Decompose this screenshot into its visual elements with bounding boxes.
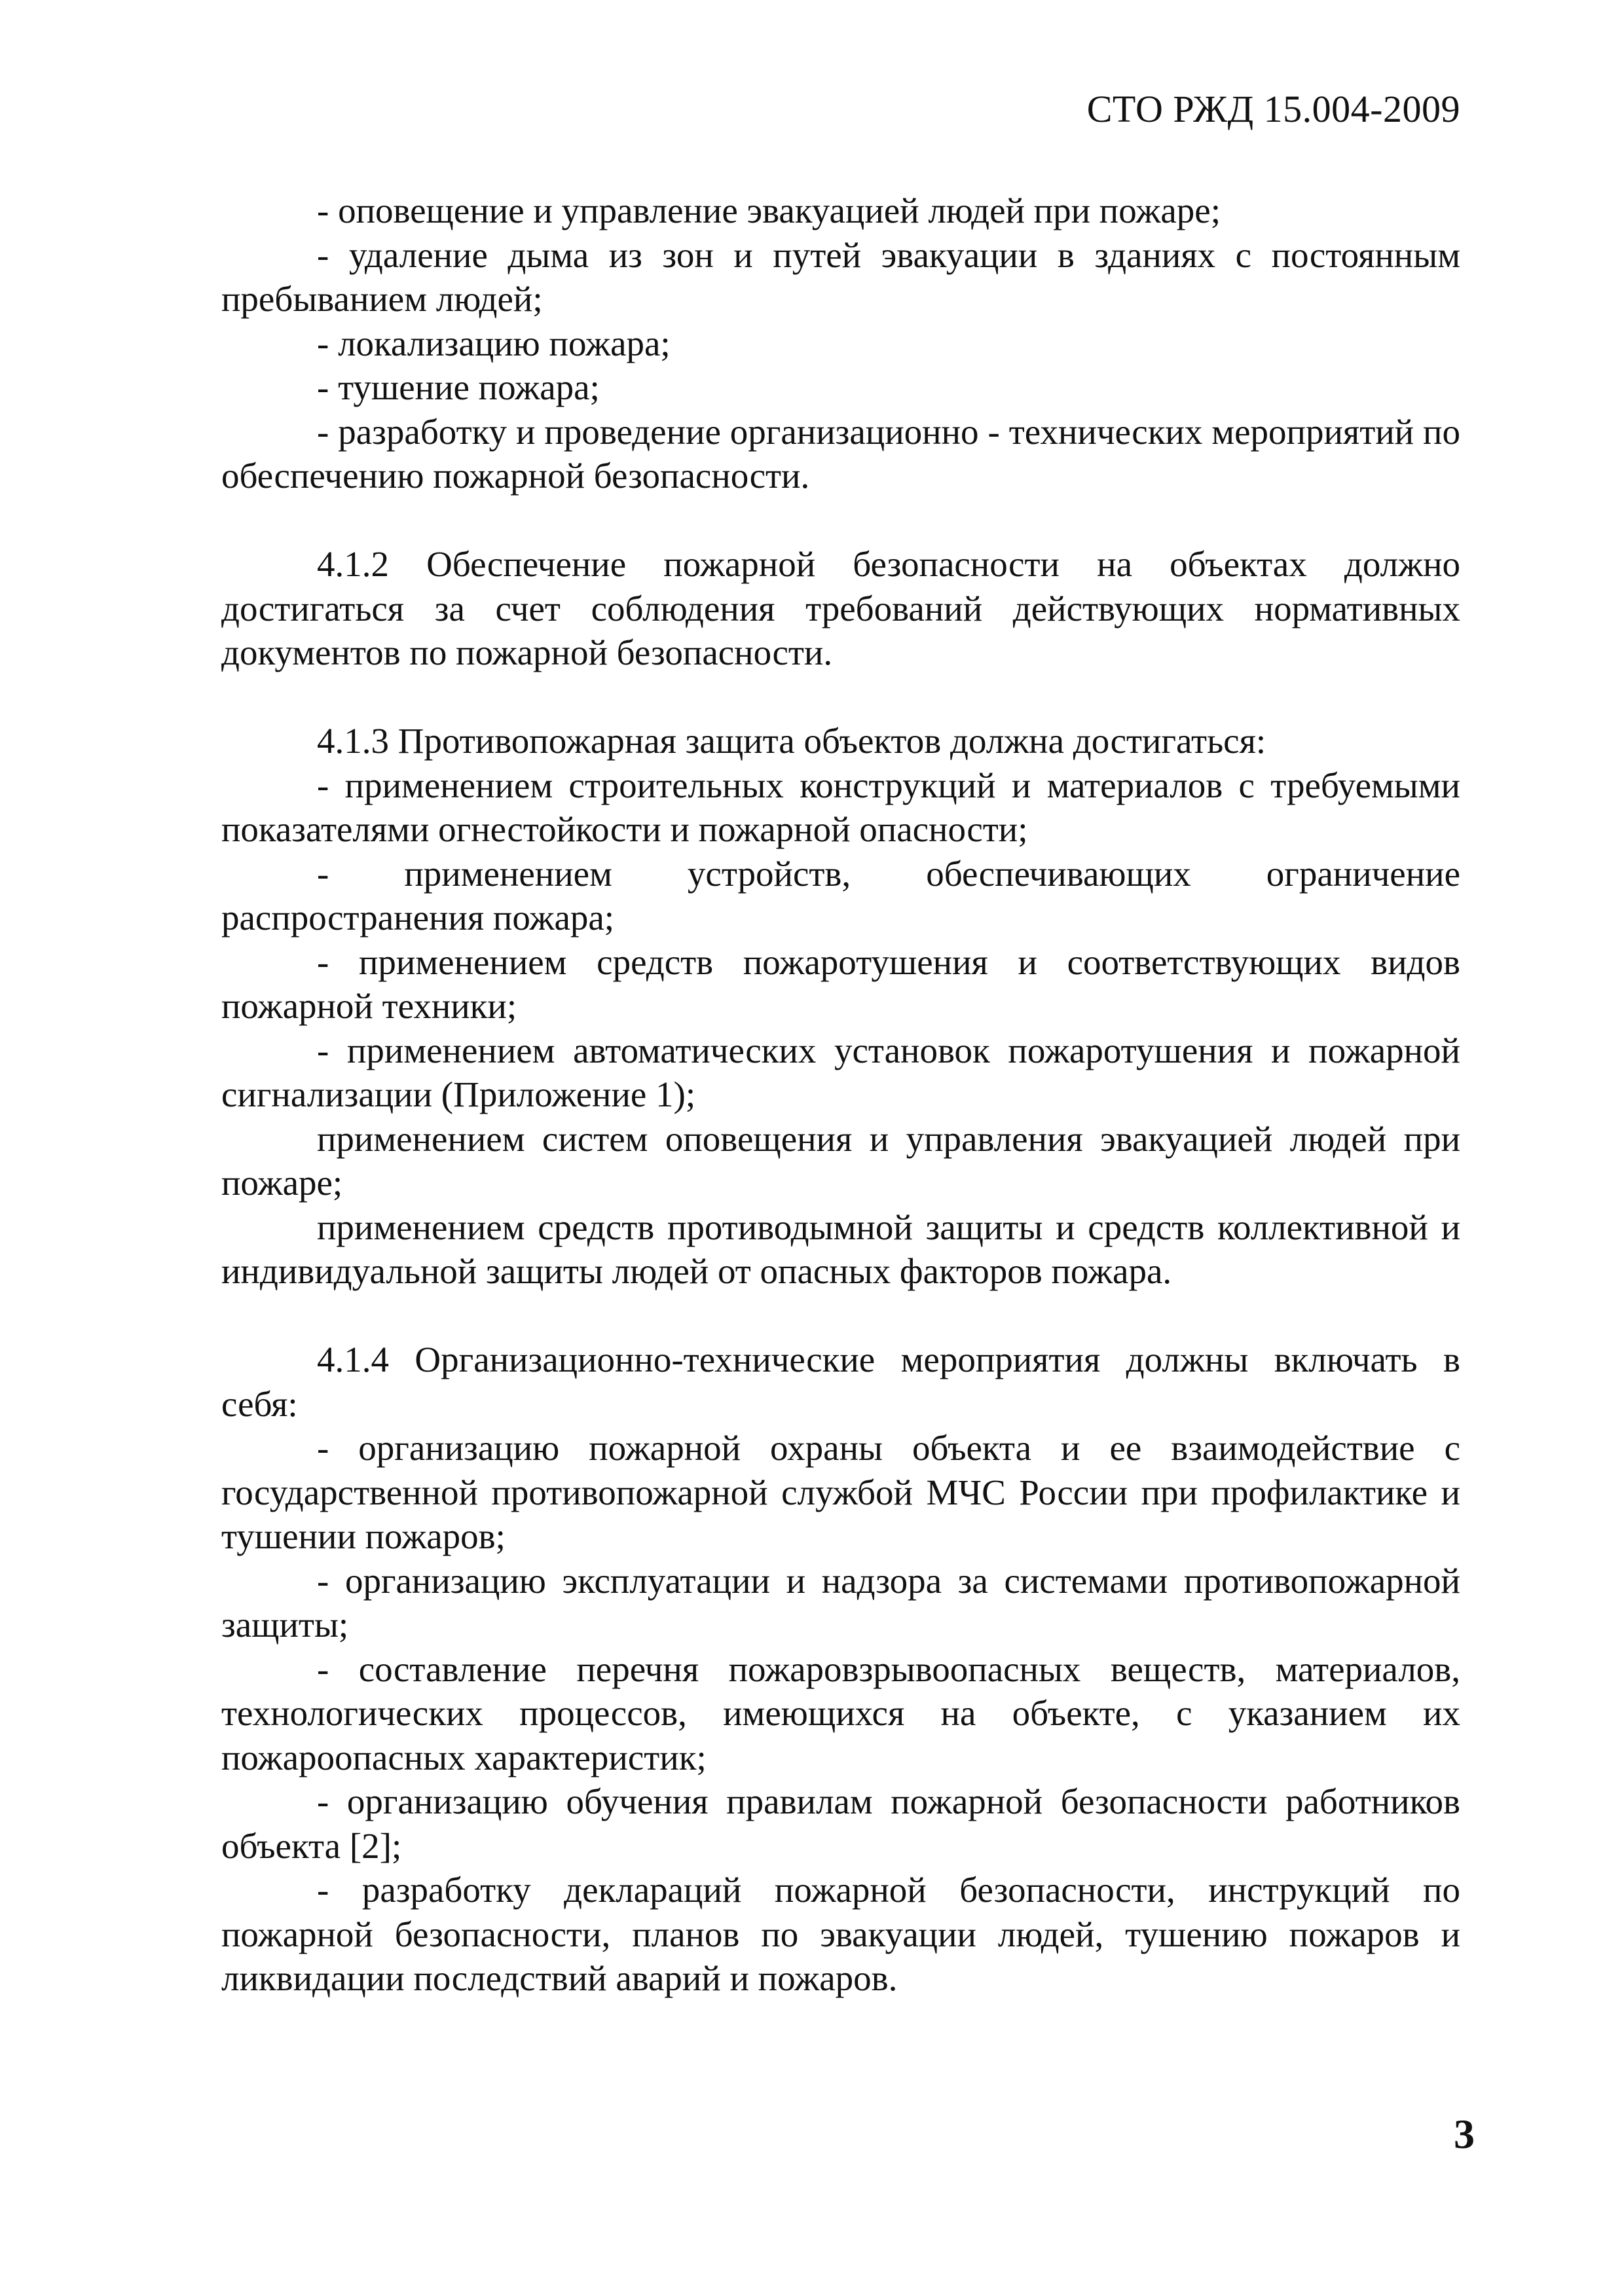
list-item: применением средств противодымной защиты и средств коллективной и индивидуальной защиты людей от опасных факторов пожара. xyxy=(221,1207,1460,1291)
page-number: 3 xyxy=(1454,2111,1475,2157)
list-item: применением систем оповещения и управления эвакуацией людей при пожаре; xyxy=(221,1118,1460,1203)
list-item: - оповещение и управление эвакуацией людей при пожаре; xyxy=(317,191,1221,230)
list-item: - организацию обучения правилам пожарной безопасности работников объекта [2]; xyxy=(221,1781,1460,1866)
list-item: - разработку деклараций пожарной безопасности, инструкций по пожарной безопасности, планов по эвакуации людей, тушению пожаров и ликвидации последствий аварий и пожаров. xyxy=(221,1870,1460,1998)
list-item: - применением средств пожаротушения и соответствующих видов пожарной техники; xyxy=(221,941,1460,1026)
list-item: - организацию пожарной охраны объекта и ее взаимодействие с государственной противопожарной службой МЧС России при профилактике и тушении пожаров; xyxy=(221,1428,1460,1556)
list-item: - применением устройств, обеспечивающих ограничение распространения пожара; xyxy=(221,853,1460,938)
list-item: - разработку и проведение организационно - технических мероприятий по обеспечению пожарной безопасности. xyxy=(221,411,1460,496)
list-item: - тушение пожара; xyxy=(317,367,600,407)
list-item: - удаление дыма из зон и путей эвакуации в зданиях с постоянным пребыванием людей; xyxy=(221,234,1460,319)
section-4-1-3-heading: 4.1.3 Противопожарная защита объектов должна достигаться: xyxy=(317,721,1266,761)
document-body xyxy=(221,189,1460,2001)
list-item: - составление перечня пожаровзрывоопасных веществ, материалов, технологических процессов, имеющихся на объекте, с указанием их пожароопасных характеристик; xyxy=(221,1649,1460,1777)
section-4-1-2: 4.1.2 Обеспечение пожарной безопасности на объектах должно достигаться за счет соблюдения требований действующих нормативных документов по пожарной безопасности. xyxy=(221,544,1460,672)
list-item: - организацию эксплуатации и надзора за системами противопожарной защиты; xyxy=(221,1560,1460,1645)
document-code: СТО РЖД 15.004-2009 xyxy=(1086,88,1460,130)
paragraph-gap xyxy=(221,1294,1460,1338)
list-item: - локализацию пожара; xyxy=(317,323,671,363)
section-4-1-4-heading: 4.1.4 Организационно-технические мероприятия должны включать в себя: xyxy=(221,1339,1460,1424)
list-item: - применением автоматических установок пожаротушения и пожарной сигнализации (Приложение 1); xyxy=(221,1030,1460,1114)
paragraph-gap xyxy=(221,675,1460,720)
list-item: - применением строительных конструкций и материалов с требуемыми показателями огнестойкости и пожарной опасности; xyxy=(221,765,1460,849)
paragraph-gap xyxy=(221,498,1460,543)
